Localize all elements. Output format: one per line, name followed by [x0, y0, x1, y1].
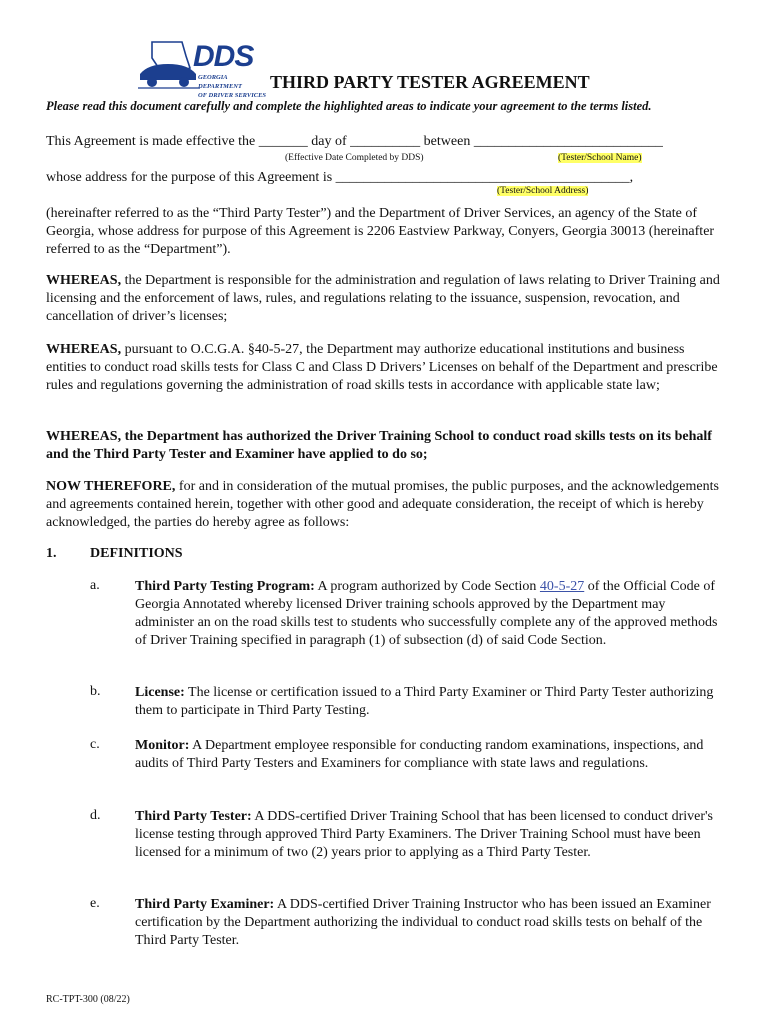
definition-third-party-tester [135, 808, 725, 862]
day-of-text: day of [311, 134, 347, 149]
definition-text: The license or certification issued to a Third Party Examiner or Third Party Tester authorizing them to participate in Third Party Testing. [135, 685, 714, 718]
definition-third-party-testing-program [135, 578, 725, 650]
whereas-text: the Department is responsible for the administration and regulation of laws relating to Driver Training and licensing and the enforcement of laws, rules, and regulations relating to the issuance, suspension, revocation, and cancellation of driver’s licenses; [46, 273, 720, 324]
now-therefore-text: for and in consideration of the mutual promises, the public purposes, and the acknowledgements and agreements contained herein, together with other good and adequate consideration, the receipt of which is hereby acknowledged, the parties do hereby agree as follows: [46, 479, 719, 530]
definition-third-party-examiner [135, 896, 725, 950]
address-line [46, 170, 633, 186]
logo-subtitle-line1: GEORGIA DEPARTMENT [198, 74, 242, 90]
logo-subtitle-line2: OF DRIVER SERVICES [198, 92, 267, 99]
definition-term: Monitor: [135, 738, 190, 753]
definition-letter: d. [90, 808, 101, 823]
definition-term: Third Party Testing Program: [135, 579, 315, 594]
definition-term: Third Party Tester: [135, 809, 252, 824]
definition-term: Third Party Examiner: [135, 897, 275, 912]
now-therefore-paragraph [46, 478, 726, 532]
logo-text: DDS [193, 40, 254, 73]
between-text: between [423, 134, 471, 149]
effective-text: This Agreement is made effective the [46, 134, 256, 149]
definition-text: A program authorized by Code Section [314, 579, 540, 594]
intro-paragraph: (hereinafter referred to as the “Third Party Tester”) and the Department of Driver Services, an agency of the State of Georgia, whose address for purpose of this Agreement is 2206 Eastview Parkway, Conyers, Georgia 30013 (hereinafter referred to as the “Department”). [46, 206, 715, 257]
code-section-link[interactable]: 40-5-27 [539, 579, 585, 594]
whereas-paragraph-2 [46, 341, 726, 395]
address-text: whose address for the purpose of this Agreement is [46, 170, 333, 185]
definition-text: A DDS-certified Driver Training Instructor who has been issued an Examiner certification by the Department authorizing the individual to conduct road skills tests on behalf of the Third Party Tester. [135, 897, 711, 948]
tester-address-label: (Tester/School Address) [497, 186, 589, 196]
logo-subtitle [198, 73, 270, 100]
tester-name-label: (Tester/School Name) [558, 153, 642, 163]
whereas-text: pursuant to O.C.G.A. §40-5-27, the Department may authorize educational institutions and business entities to conduct road skills tests for Class C and Class D Drivers’ Licenses on behalf of the Department and prescribe rules and regulations governing the administration of road skills tests in accordance with applicable state law; [46, 342, 718, 393]
whereas-paragraph-1 [46, 272, 726, 326]
form-code: RC-TPT-300 (08/22) [46, 994, 130, 1005]
definition-text: A DDS-certified Driver Training School that has been licensed to conduct driver's license testing through approved Third Party Examiners. The Driver Training School must have been licensed for a minimum of two (2) years prior to applying as a Third Party Tester. [135, 809, 713, 860]
definition-license [135, 684, 725, 720]
definition-letter: c. [90, 737, 100, 752]
definition-letter: e. [90, 896, 100, 911]
whereas-label: WHEREAS, [46, 273, 122, 288]
effective-line [46, 134, 663, 150]
definition-monitor [135, 737, 725, 773]
whereas-paragraph-3: WHEREAS, the Department has authorized the Driver Training School to conduct road skills tests on its behalf and the Third Party Tester and Examiner have applied to do so; [46, 429, 712, 462]
definition-letter: a. [90, 578, 100, 593]
definition-term: License: [135, 685, 185, 700]
effective-month-field[interactable]: __________ [350, 134, 421, 149]
tester-address-field[interactable]: __________________________________________, [335, 170, 634, 185]
definition-text: of the Official Code of Georgia Annotated whereby licensed Driver training schools approved by the Department may administer an on the road skills test to students who successfully complete any of the approved methods of Driver Training specified in paragraph (1) of subsection (d) of said Code Section. [135, 579, 718, 648]
effective-date-label: (Effective Date Completed by DDS) [285, 153, 424, 163]
now-therefore-label: NOW THEREFORE, [46, 479, 176, 494]
definition-letter: b. [90, 684, 101, 699]
section-number: 1. [46, 546, 57, 561]
effective-day-field[interactable]: _______ [258, 134, 308, 149]
instructions: Please read this document carefully and complete the highlighted areas to indicate your agreement to the terms listed. [46, 99, 652, 113]
tester-name-field[interactable]: ___________________________ [473, 134, 663, 149]
section-heading: DEFINITIONS [90, 546, 183, 561]
whereas-label: WHEREAS, [46, 342, 122, 357]
dds-logo [138, 38, 270, 99]
definition-text: A Department employee responsible for conducting random examinations, inspections, and audits of Third Party Testers and Examiners for compliance with state laws and regulations. [135, 738, 704, 771]
document-title: THIRD PARTY TESTER AGREEMENT [270, 72, 590, 92]
